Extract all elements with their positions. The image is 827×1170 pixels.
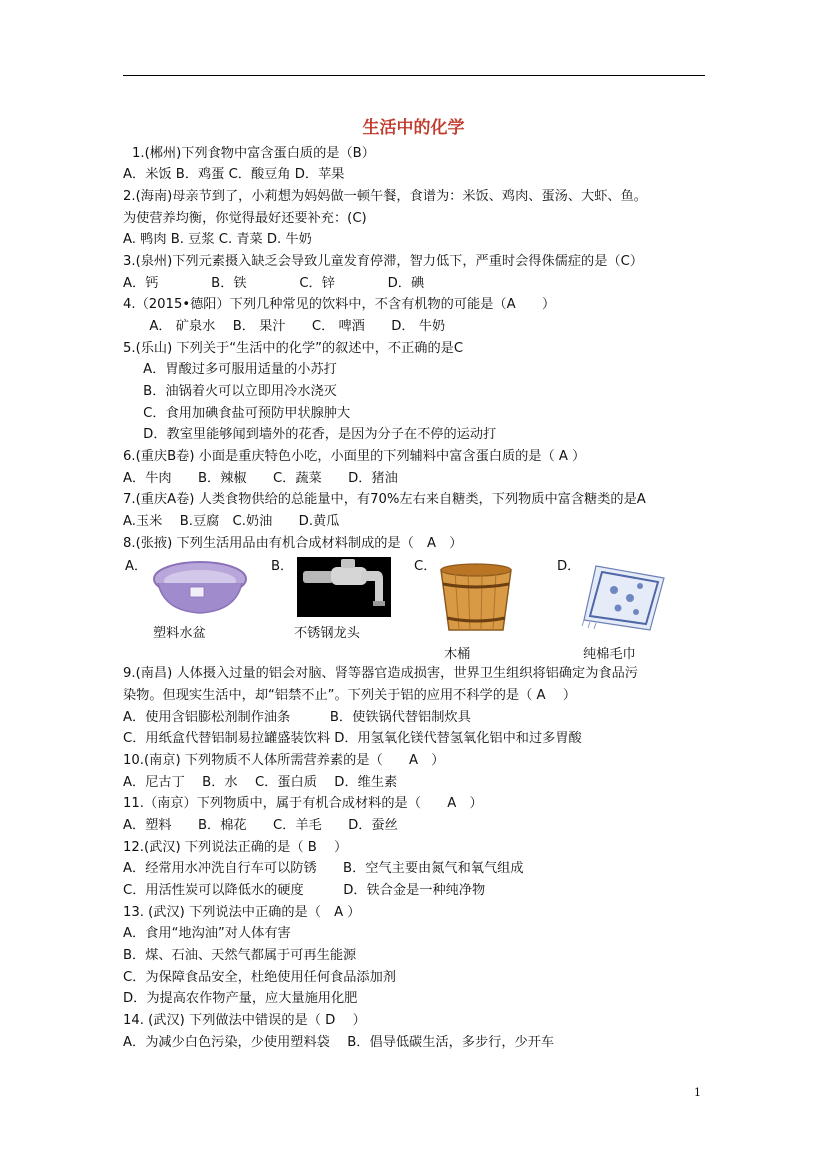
text-line: D．为提高农作物产量，应大量施用化肥 — [123, 991, 358, 1006]
text-line: C．为保障食品安全，杜绝使用任何食品添加剂 — [123, 970, 396, 985]
text-line: 9.(南昌) 人体摄入过量的铝会对脑、肾等器官造成损害，世界卫生组织将铝确定为食品污 — [123, 666, 638, 681]
text-line: B．油锅着火可以立即用冷水浇灭 — [130, 384, 337, 399]
page-title: 生活中的化学 — [362, 118, 465, 138]
header-rule — [123, 75, 705, 76]
text-line: A. 鸭肉 B. 豆浆 C. 青菜 D. 牛奶 — [123, 232, 312, 247]
text-line: A．钙 B．铁 C．锌 D．碘 — [123, 276, 425, 291]
wooden-bucket-image — [435, 562, 517, 638]
text-line: A.玉米 B.豆腐 C.奶油 D.黄瓜 — [123, 514, 340, 529]
text-line: 为使营养均衡，你觉得最好还要补充：(C) — [123, 211, 367, 226]
cotton-towel-image — [580, 564, 666, 638]
text-line: 5.(乐山) 下列关于“生活中的化学”的叙述中，不正确的是C — [123, 341, 464, 356]
text-line: A．米饭 B．鸡蛋 C．酸豆角 D．苹果 — [123, 167, 345, 182]
option-b-caption: 不锈钢龙头 — [294, 626, 360, 641]
option-c-caption: 木桶 — [444, 647, 471, 662]
text-line: 染物。但现实生活中，却“铝禁不止”。下列关于铝的应用不科学的是（ A ） — [123, 688, 577, 703]
text-line: 6.(重庆B卷) 小面是重庆特色小吃，小面里的下列辅料中富含蛋白质的是（ A ） — [123, 449, 586, 464]
text-line: 7.(重庆A卷) 人类食物供给的总能量中，有70%左右来自糖类，下列物质中富含糖类的是A — [123, 492, 646, 507]
text-line: 13. (武汉) 下列说法中正确的是（ A ） — [123, 905, 361, 920]
text-line: A．塑料 B．棉花 C．羊毛 D．蚕丝 — [123, 818, 398, 833]
text-line: 10.(南京) 下列物质不人体所需营养素的是（ A ） — [123, 753, 445, 768]
plastic-basin-image — [150, 557, 250, 623]
option-d-caption: 纯棉毛巾 — [583, 647, 636, 662]
text-line: C．食用加碘食盐可预防甲状腺肿大 — [130, 406, 351, 421]
text-line: A．使用含铝膨松剂制作油条 B．使铁锅代替铝制炊具 — [123, 710, 471, 725]
option-a-letter: A． — [125, 559, 148, 574]
text-line: D．教室里能够闻到墙外的花香，是因为分子在不停的运动打 — [130, 427, 497, 442]
text-line: 12.(武汉) 下列说法正确的是（ B ） — [123, 840, 348, 855]
text-line: A．经常用水冲洗自行车可以防锈 B．空气主要由氮气和氧气组成 — [123, 861, 524, 876]
option-c-letter: C． — [414, 559, 437, 574]
text-line: A．食用“地沟油”对人体有害 — [123, 926, 291, 941]
text-line: C．用纸盒代替铝制易拉罐盛装饮料 D．用氢氧化镁代替氢氧化铝中和过多胃酸 — [123, 731, 582, 746]
option-d-letter: D． — [557, 559, 581, 574]
text-line: A．尼古丁 B．水 C．蛋白质 D．维生素 — [123, 775, 398, 790]
text-line: 2.(海南)母亲节到了，小莉想为妈妈做一顿午餐，食谱为：米饭、鸡肉、蛋汤、大虾、鱼。 — [123, 189, 647, 204]
text-line: 14. (武汉) 下列做法中错误的是（ D ） — [123, 1013, 366, 1028]
text-line: C．用活性炭可以降低水的硬度 D．铁合金是一种纯净物 — [123, 883, 486, 898]
text-line: 8.(张掖) 下列生活用品由有机合成材料制成的是（ A ） — [123, 536, 463, 551]
option-b-letter: B． — [271, 559, 294, 574]
text-line: A．为减少白色污染，少使用塑料袋 B．倡导低碳生活，多步行，少开车 — [123, 1035, 555, 1050]
text-line: A．牛肉 B．辣椒 C．蔬菜 D．猪油 — [123, 471, 398, 486]
text-line: 4.（2015•德阳）下列几种常见的饮料中，不含有机物的可能是（A ） — [123, 297, 556, 312]
page-number: 1 — [694, 1086, 701, 1099]
text-line: 1.(郴州)下列食物中富含蛋白质的是（B） — [132, 146, 375, 161]
text-line: A． 矿泉水 B． 果汁 C． 啤酒 D． 牛奶 — [123, 319, 446, 334]
text-line: A．胃酸过多可服用适量的小苏打 — [130, 362, 337, 377]
option-a-caption: 塑料水盆 — [153, 626, 206, 641]
text-line: B．煤、石油、天然气都属于可再生能源 — [123, 948, 357, 963]
text-line: 3.(泉州)下列元素摄入缺乏会导致儿童发育停滞，智力低下，严重时会得侏儒症的是（C） — [123, 254, 644, 269]
steel-faucet-image — [297, 557, 391, 621]
text-line: 11.（南京）下列物质中，属于有机合成材料的是（ A ） — [123, 796, 483, 811]
